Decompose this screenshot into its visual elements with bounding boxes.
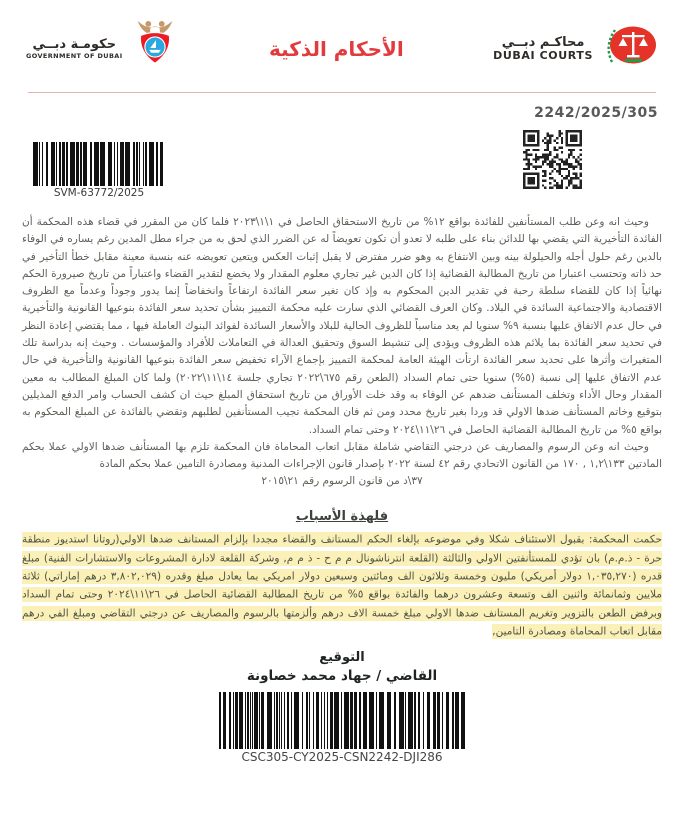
case-number: 2242/2025/305 <box>534 105 658 121</box>
header-divider <box>28 92 656 93</box>
footer-barcode <box>219 692 465 749</box>
judgment-paragraph-interest: وحيث انه وعن طلب المستأنفين للفائدة بواقع ١٢% من تاريخ الاستحقاق الحاصل في ١\١\٢٠٢٣ فلما كان من المقرر في قضاء هذه المحكمة أن الفائدة التأخيرية التي يقضي بها للدائن بناء على طلبه لا تعدو أن تكون تعويضاً له عن الضرر الذي لحق به من جراء مطل المدين رغم يساره في الوفاء بالدين رغم حلول أجله والحيلولة بينه وبين الانتفاع به وهو ضرر مفترض لا يقبل إثبات العكس ويتعين تعويضه عنه بنسبة معينة مقابل خطأ التأخير في حد ذاته وتحتسب اعتبارا من تاريخ المطالبة القضائية إذا كان الدين غير تجاري معلوم المقدار ولا يخضع لتقدير القضاء واعتباراً من تاريخ صيرورة الحكم نهائياً إذا كان للقضاء سلطة رحبة في تقدير الدين المحكوم به وإذ كان تغير سعر الفائدة ارتفاعاً وانخفاضاً إنما يدور وجوداً وعدماً مع الظروف الاقتصادية والاجتماعية السائدة في البلاد. وكان العرف القضائي الذي سارت عليه محكمة التمييز بشأن تحديد سعر الفائدة بنوعيها القانونية والتأخيرية في حال عدم الاتفاق عليها بنسبة ٩% سنويا لم يعد مناسباً للظروف الحالية للبلاد والأسعار السائدة لفوائد البنوك العاملة فيها ، مما يقتضي إعادة النظر في تحديد سعر الفائدة بما يلائم هذه الظروف ويؤدى إلى تنشيط السوق وتحقيق العدالة في التعاملات للأفراد والمؤسسات . وحيث إنه بدراسة تلك المتغيرات وأثرها على تحديد سعر الفائدة ارتأت الهيئة العامة لمحكمة التمييز بإجماع الآراء تخفيض سعر الفائدة بنوعيها القانونية والتأخيرية في حال عدم الاتفاق عليها إلى نسبة (٥%) سنويا حتى تمام السداد (الطعن رقم ٦٧٥\٢٠٢٢ تجاري جلسة ١٤\١١\٢٠٢٢) ولما كان المبلغ المطالب به معين المقدار وحال الأداء وتخلف المستأنف ضدهم عن الوفاء به وقد خلت الأوراق من تاريخ استحقاق المبلغ حيث ان كشف الحساب وامر الدفع المذيلين بتوقيع وخاتم المستأنف ضدها الاولي قد وردا بغير تاريخ محدد ومن ثم فان المحكمة تجيب المستأنفين لطلبهم وتقضي بالفائدة عن المبلغ المحكوم به بواقع ٥% من تاريخ المطالبة القضائية الحاصل في ٢٦\١١\٢٠٢٤ وحتى تمام السداد. <box>22 216 663 436</box>
verdict-paragraph <box>22 531 662 641</box>
judgment-body <box>22 206 662 491</box>
judge-name: القاضي / جهاد محمد خصاونة <box>246 668 438 685</box>
judgment-paragraph-fees: وحيث انه وعن الرسوم والمصاريف عن درجتي التقاضي شاملة مقابل اتعاب المحاماة فان المحكمة تلزم بها المستأنف ضدها الاولي عملا بحكم المادتين ١٣٣\١,٢ , ١٧٠ من القانون الاتحادي رقم ٤٢ لسنة ٢٠٢٢ بإصدار قانون الإجراءات المدنية ومصادرة التامين عملا بحكم المادة <box>22 440 662 471</box>
courts-logo-text <box>493 36 593 62</box>
header <box>0 0 684 86</box>
page-title: الأحكام الذكية <box>268 37 404 61</box>
document-header-zone <box>0 0 684 206</box>
footer-barcode-label: CSC305-CY2025-CSN2242-DJI286 <box>241 750 443 765</box>
svm-barcode-block <box>33 142 165 199</box>
gov-logo-english: GOVERNMENT OF DUBAI <box>26 51 123 60</box>
judgment-paragraph-fees-tail: ٣٧\د من قانون الرسوم رقم ٢١\٢٠١٥ <box>261 475 423 488</box>
dubai-falcon-emblem-icon <box>130 17 180 81</box>
reasons-heading: فلهذة الأسباب <box>295 508 389 524</box>
verdict-highlighted-text: حكمت المحكمة: بقبول الاستئناف شكلا وفي موضوعه بإلغاء الحكم المستانف والقضاء مجددا بإلزام المستانف ضدها الاولي(روتانا استديوز منطقة حرة - ذ.م.م) بان تؤدي للمستأنفتين الاولي والثالثة (القلعة انترناشونال م م ح - ذ م م, وشركة القلعة لادارة المشروعات والاستشارات الفنية) مبلغ قدره (١,٠٣٥,٢٧٠ دولار أمريكي) مليون وخمسة وثلاثون الف ومائتين وسبعين دولار امريكي بما يعادل مبلغ وقدره (٣,٨٠٢,٠٢٩ درهم إماراتي) ثلاثة ملايين وثمانمائة واثنين الف وتسعة وعشرون درهما والفائدة بواقع ٥% من تاريخ المطالبة القضائية الحاصل في ٢٦\١١\٢٠٢٤ وحتى تمام السداد وبرفض الطعن بالتزوير وتغريم المستانف ضدها الاولي مبلغ خمسة الاف درهم وألزمتها بالرسوم والمصاريف عن درجتي التقاضي ومبلغ الفي درهم مقابل اتعاب المحاماة ومصادرة التامين, <box>22 533 662 638</box>
dubai-courts-logo <box>493 24 658 74</box>
svm-barcode-label: SVM-63772/2025 <box>53 187 145 199</box>
svm-barcode <box>33 142 165 186</box>
qr-code <box>523 130 582 189</box>
government-of-dubai-logo <box>26 17 180 81</box>
gov-logo-arabic: حكومـة دبــي <box>32 37 117 53</box>
signature-label: التوقيع <box>319 650 365 666</box>
courts-logo-arabic: محاكـم دبــي <box>501 34 585 50</box>
courts-logo-english: DUBAI COURTS <box>493 49 593 63</box>
gov-logo-text <box>26 38 123 59</box>
footer-barcode-block <box>219 692 465 764</box>
signature-block <box>0 650 684 684</box>
scales-of-justice-icon <box>600 24 658 74</box>
